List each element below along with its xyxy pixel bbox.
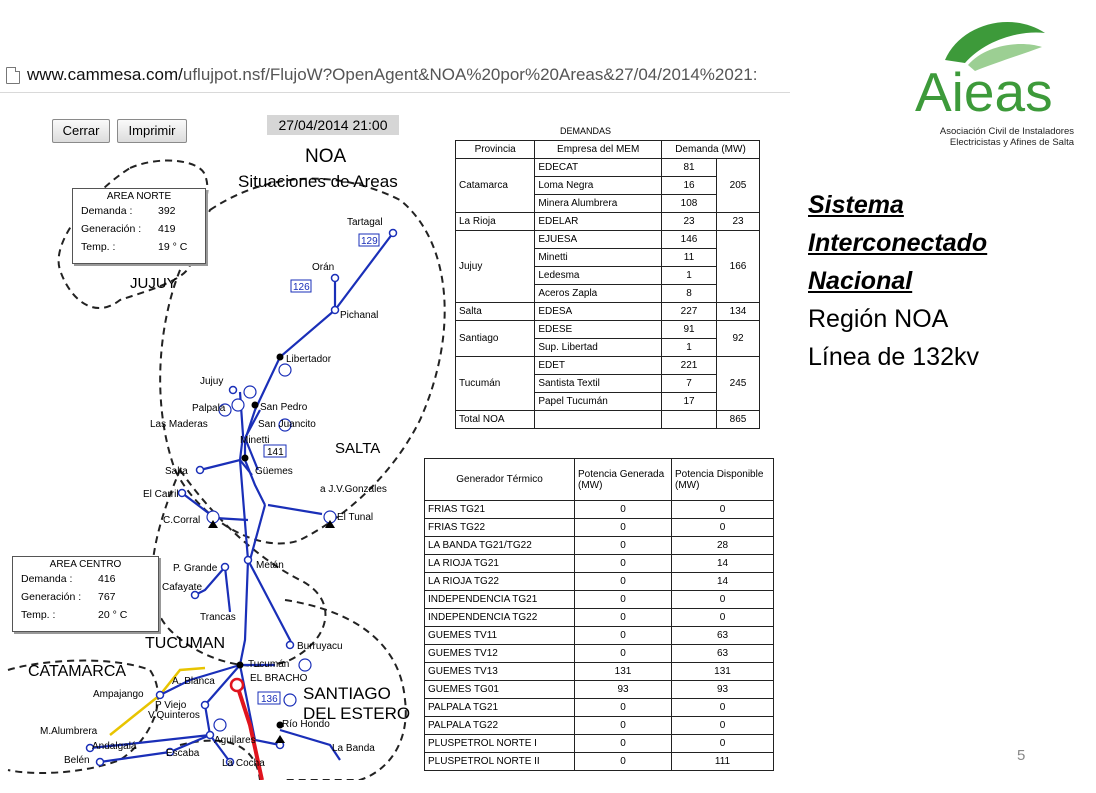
- demand-cell: 221: [662, 357, 717, 375]
- label-trancas: Trancas: [200, 612, 236, 623]
- table-row: [425, 681, 774, 699]
- demandas-table: [455, 140, 760, 429]
- province-total-cell: 245: [717, 357, 760, 411]
- label-p-viejo: P Viejo: [155, 700, 187, 711]
- demand-cell: 81: [662, 159, 717, 177]
- generated-power-cell: 0: [575, 609, 672, 627]
- logo-name: Aieas: [915, 61, 1053, 123]
- available-power-cell: 0: [672, 501, 774, 519]
- generator-name-cell: INDEPENDENCIA TG22: [425, 609, 575, 627]
- generator-name-cell: FRIAS TG21: [425, 501, 575, 519]
- logo-subtitle: Asociación Civil de Instaladores Electricistas y Afines de Salta: [939, 126, 1074, 148]
- table-row: [425, 717, 774, 735]
- generated-power-cell: 131: [575, 663, 672, 681]
- available-power-cell: 131: [672, 663, 774, 681]
- region-santiago: SANTIAGO: [303, 684, 391, 703]
- tag-141: 141: [267, 447, 284, 458]
- generated-power-cell: 0: [575, 501, 672, 519]
- label-aguilares: Aguilares: [214, 735, 256, 746]
- header-empresa: Empresa del MEM: [535, 141, 662, 159]
- title-line-3: Nacional: [808, 267, 913, 295]
- label-el-tunal: El Tunal: [337, 512, 374, 523]
- slide-title-block: [808, 186, 987, 376]
- province-total-cell: 166: [717, 231, 760, 303]
- company-cell: EDESE: [535, 321, 662, 339]
- label-m-alumbrera: M.Alumbrera: [40, 726, 98, 737]
- demandas-caption: DEMANDAS: [560, 126, 612, 136]
- demand-cell: 1: [662, 267, 717, 285]
- header-potencia-generada: Potencia Generada (MW): [575, 459, 672, 501]
- company-cell: EDECAT: [535, 159, 662, 177]
- company-cell: Ledesma: [535, 267, 662, 285]
- demand-cell: 8: [662, 285, 717, 303]
- table-row: [456, 357, 760, 375]
- available-power-cell: 0: [672, 735, 774, 753]
- available-power-cell: 93: [672, 681, 774, 699]
- company-cell: Minetti: [535, 249, 662, 267]
- tag-126: 126: [293, 282, 310, 293]
- company-cell: Santista Textil: [535, 375, 662, 393]
- available-power-cell: 63: [672, 627, 774, 645]
- label-jv-gonzales: a J.V.Gonzales: [320, 484, 387, 495]
- label-belen: Belén: [64, 755, 90, 766]
- generator-name-cell: GUEMES TV12: [425, 645, 575, 663]
- table-row: [456, 213, 760, 231]
- label-v-quinteros: V.Quinteros: [148, 710, 200, 721]
- table-row: [425, 735, 774, 753]
- available-power-cell: 63: [672, 645, 774, 663]
- red-node: [231, 679, 243, 691]
- map-title-situaciones: Situaciones de Areas: [238, 172, 398, 191]
- demand-cell: 108: [662, 195, 717, 213]
- label-san-juancito: San Juancito: [258, 419, 316, 430]
- generated-power-cell: 0: [575, 573, 672, 591]
- label-minetti: Minetti: [240, 435, 270, 446]
- company-cell: Papel Tucumán: [535, 393, 662, 411]
- subtitle-line-1: Región NOA: [808, 305, 949, 333]
- generator-name-cell: PLUSPETROL NORTE II: [425, 753, 575, 771]
- label-burruyacu: Burruyacu: [297, 641, 343, 652]
- company-cell: Loma Negra: [535, 177, 662, 195]
- province-total-cell: 23: [717, 213, 760, 231]
- demand-cell: 227: [662, 303, 717, 321]
- province-cell: Santiago: [456, 321, 535, 357]
- label-el-carril: El Carril: [143, 489, 179, 500]
- generator-name-cell: LA RIOJA TG21: [425, 555, 575, 573]
- total-row: [456, 411, 760, 429]
- available-power-cell: 14: [672, 573, 774, 591]
- province-cell: La Rioja: [456, 213, 535, 231]
- label-salta: Salta: [165, 466, 188, 477]
- table-row: [425, 555, 774, 573]
- label-p-grande: P. Grande: [173, 563, 218, 574]
- province-cell: Tucumán: [456, 357, 535, 411]
- generated-power-cell: 0: [575, 699, 672, 717]
- company-cell: EJUESA: [535, 231, 662, 249]
- generated-power-cell: 0: [575, 717, 672, 735]
- demand-cell: 146: [662, 231, 717, 249]
- url-text[interactable]: www.cammesa.com/uflujpot.nsf/FlujoW?OpenAgent&NOA%20por%20Areas&27/04/2014%2021:: [27, 65, 758, 84]
- generated-power-cell: 0: [575, 591, 672, 609]
- label-cafayate: Cafayate: [162, 582, 203, 593]
- available-power-cell: 0: [672, 519, 774, 537]
- label-ampajango: Ampajango: [93, 689, 144, 700]
- page-number: 5: [1017, 747, 1026, 764]
- demand-cell: 91: [662, 321, 717, 339]
- empty-cell: [662, 411, 717, 429]
- generator-name-cell: GUEMES TV13: [425, 663, 575, 681]
- table-row: [425, 609, 774, 627]
- available-power-cell: 14: [672, 555, 774, 573]
- label-palpala: Palpala: [192, 403, 226, 414]
- empty-cell: [535, 411, 662, 429]
- generadores-table: [424, 458, 774, 771]
- table-row: [456, 159, 760, 177]
- label-tartagal: Tartagal: [347, 217, 383, 228]
- available-power-cell: 0: [672, 699, 774, 717]
- generated-power-cell: 0: [575, 735, 672, 753]
- table-row: [425, 537, 774, 555]
- generated-power-cell: 0: [575, 537, 672, 555]
- available-power-cell: 28: [672, 537, 774, 555]
- total-label: Total NOA: [456, 411, 535, 429]
- tag-129: 129: [361, 236, 378, 247]
- table-row: [456, 321, 760, 339]
- generator-name-cell: GUEMES TG01: [425, 681, 575, 699]
- table-row: [425, 591, 774, 609]
- label-pichanal: Pichanal: [340, 310, 379, 321]
- demand-cell: 1: [662, 339, 717, 357]
- subtitle-line-2: Línea de 132kv: [808, 343, 979, 371]
- table-row: [425, 573, 774, 591]
- area-norte-box: AREA NORTE Demanda : 392 Generación : 419 Temp. : 19 ° C: [72, 188, 206, 264]
- available-power-cell: 0: [672, 609, 774, 627]
- title-line-1: Sistema: [808, 191, 904, 219]
- label-guemes: Güemes: [255, 466, 293, 477]
- generated-power-cell: 0: [575, 627, 672, 645]
- table-row: [425, 663, 774, 681]
- label-andalgala: Andalgalá: [92, 741, 137, 752]
- address-bar[interactable]: [0, 60, 790, 93]
- demand-cell: 23: [662, 213, 717, 231]
- label-la-cocha: La Cocha: [222, 758, 265, 769]
- label-san-pedro: San Pedro: [260, 402, 308, 413]
- province-total-cell: 205: [717, 159, 760, 213]
- label-c-corral: C.Corral: [163, 515, 201, 526]
- province-total-cell: 134: [717, 303, 760, 321]
- table-row: [425, 645, 774, 663]
- demand-cell: 16: [662, 177, 717, 195]
- generator-name-cell: LA RIOJA TG22: [425, 573, 575, 591]
- table-row: [425, 753, 774, 771]
- label-metan: Metán: [256, 560, 284, 571]
- region-tucuman: TUCUMAN: [145, 635, 225, 652]
- label-el-bracho: EL BRACHO: [250, 673, 308, 684]
- company-cell: Aceros Zapla: [535, 285, 662, 303]
- table-row: [425, 519, 774, 537]
- close-button[interactable]: Cerrar: [52, 119, 110, 143]
- tag-136: 136: [261, 694, 278, 705]
- page-icon: [6, 67, 20, 84]
- generated-power-cell: 0: [575, 645, 672, 663]
- company-cell: Minera Alumbrera: [535, 195, 662, 213]
- table-row: [425, 501, 774, 519]
- generated-power-cell: 0: [575, 555, 672, 573]
- label-las-maderas: Las Maderas: [150, 419, 208, 430]
- province-cell: Salta: [456, 303, 535, 321]
- title-line-2: Interconectado: [808, 229, 988, 257]
- area-centro-box: AREA CENTRO Demanda : 416 Generación : 767 Temp. : 20 ° C: [12, 556, 159, 632]
- header-demanda: Demanda (MW): [662, 141, 760, 159]
- network-map: [0, 92, 450, 780]
- generator-name-cell: GUEMES TV11: [425, 627, 575, 645]
- company-cell: EDELAR: [535, 213, 662, 231]
- total-value: 865: [717, 411, 760, 429]
- label-tucuman: Tucumán: [248, 659, 290, 670]
- generator-name-cell: PLUSPETROL NORTE I: [425, 735, 575, 753]
- table-row: [425, 627, 774, 645]
- table-row: [456, 231, 760, 249]
- region-jujuy: JUJUY: [130, 275, 177, 292]
- map-title-noa: NOA: [305, 146, 347, 167]
- generated-power-cell: 0: [575, 519, 672, 537]
- region-salta: SALTA: [335, 440, 381, 457]
- company-cell: EDESA: [535, 303, 662, 321]
- label-libertador: Libertador: [286, 354, 332, 365]
- label-oran: Orán: [312, 262, 335, 273]
- table-row: [425, 699, 774, 717]
- available-power-cell: 0: [672, 591, 774, 609]
- label-escaba: Escaba: [166, 748, 200, 759]
- demand-cell: 11: [662, 249, 717, 267]
- generated-power-cell: 93: [575, 681, 672, 699]
- province-cell: Jujuy: [456, 231, 535, 303]
- available-power-cell: 0: [672, 717, 774, 735]
- company-cell: EDET: [535, 357, 662, 375]
- available-power-cell: 111: [672, 753, 774, 771]
- generator-name-cell: INDEPENDENCIA TG21: [425, 591, 575, 609]
- region-catamarca: CATAMARCA: [28, 663, 127, 680]
- province-cell: Catamarca: [456, 159, 535, 213]
- company-cell: Sup. Libertad: [535, 339, 662, 357]
- datetime-display: 27/04/2014 21:00: [267, 115, 399, 135]
- table-row: [456, 303, 760, 321]
- generator-name-cell: LA BANDA TG21/TG22: [425, 537, 575, 555]
- print-button[interactable]: Imprimir: [117, 119, 187, 143]
- demand-cell: 17: [662, 393, 717, 411]
- generated-power-cell: 0: [575, 753, 672, 771]
- area-centro-title: AREA CENTRO: [49, 559, 122, 570]
- label-rio-hondo: Río Hondo: [282, 719, 330, 730]
- generator-name-cell: FRIAS TG22: [425, 519, 575, 537]
- demand-cell: 7: [662, 375, 717, 393]
- label-a-blanca: A. Blanca: [172, 676, 215, 687]
- label-jujuy: Jujuy: [200, 376, 224, 387]
- province-total-cell: 92: [717, 321, 760, 357]
- header-potencia-disponible: Potencia Disponible (MW): [672, 459, 774, 501]
- header-generador: Generador Térmico: [425, 459, 575, 501]
- generator-name-cell: PALPALA TG21: [425, 699, 575, 717]
- header-provincia: Provincia: [456, 141, 535, 159]
- region-del-estero: DEL ESTERO: [303, 704, 411, 723]
- generator-name-cell: PALPALA TG22: [425, 717, 575, 735]
- area-norte-title: AREA NORTE: [106, 191, 172, 202]
- label-la-banda: La Banda: [332, 743, 375, 754]
